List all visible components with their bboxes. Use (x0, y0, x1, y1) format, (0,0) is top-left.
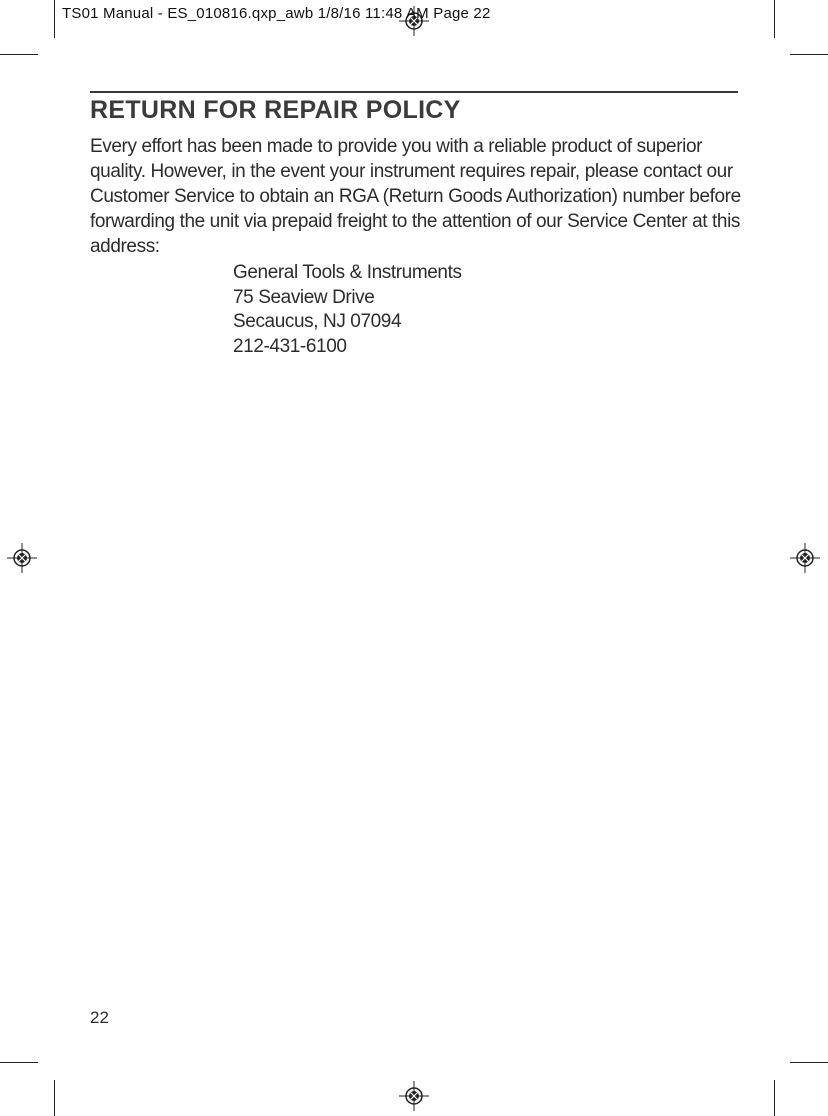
crop-mark-icon (790, 54, 828, 55)
print-slug-line: TS01 Manual - ES_010816.qxp_awb 1/8/16 11:48 AM Page 22 (62, 5, 491, 22)
paragraph-line: forwarding the unit via prepaid freight to the attention of our Service Center at this (90, 211, 740, 232)
crop-mark-icon (774, 0, 775, 38)
crop-mark-icon (0, 54, 38, 55)
paragraph-line: quality. However, in the event your instrument requires repair, please contact our (90, 161, 733, 182)
address-city-state-zip: Secaucus, NJ 07094 (233, 311, 402, 332)
crop-mark-icon (54, 0, 55, 38)
address-street: 75 Seaview Drive (233, 286, 375, 308)
registration-crosshair-icon (790, 543, 820, 573)
registration-crosshair-icon (7, 543, 37, 573)
crop-mark-icon (774, 1080, 775, 1116)
policy-paragraph (90, 134, 741, 259)
address-company: General Tools & Instruments (233, 262, 462, 283)
page-number: 22 (90, 1008, 109, 1027)
registration-crosshair-icon (399, 1081, 429, 1111)
crop-mark-icon (790, 1062, 828, 1063)
heading-rule (90, 91, 738, 93)
page-title: RETURN FOR REPAIR POLICY (90, 96, 461, 124)
crop-mark-icon (54, 1080, 55, 1116)
service-center-address (233, 261, 462, 359)
paragraph-line: Customer Service to obtain an RGA (Return Goods Authorization) number before (90, 186, 741, 207)
address-phone: 212-431-6100 (233, 335, 347, 357)
paragraph-line: address: (90, 236, 160, 257)
crop-mark-icon (0, 1062, 38, 1063)
paragraph-line: Every effort has been made to provide you with a reliable product of superior (90, 136, 703, 157)
